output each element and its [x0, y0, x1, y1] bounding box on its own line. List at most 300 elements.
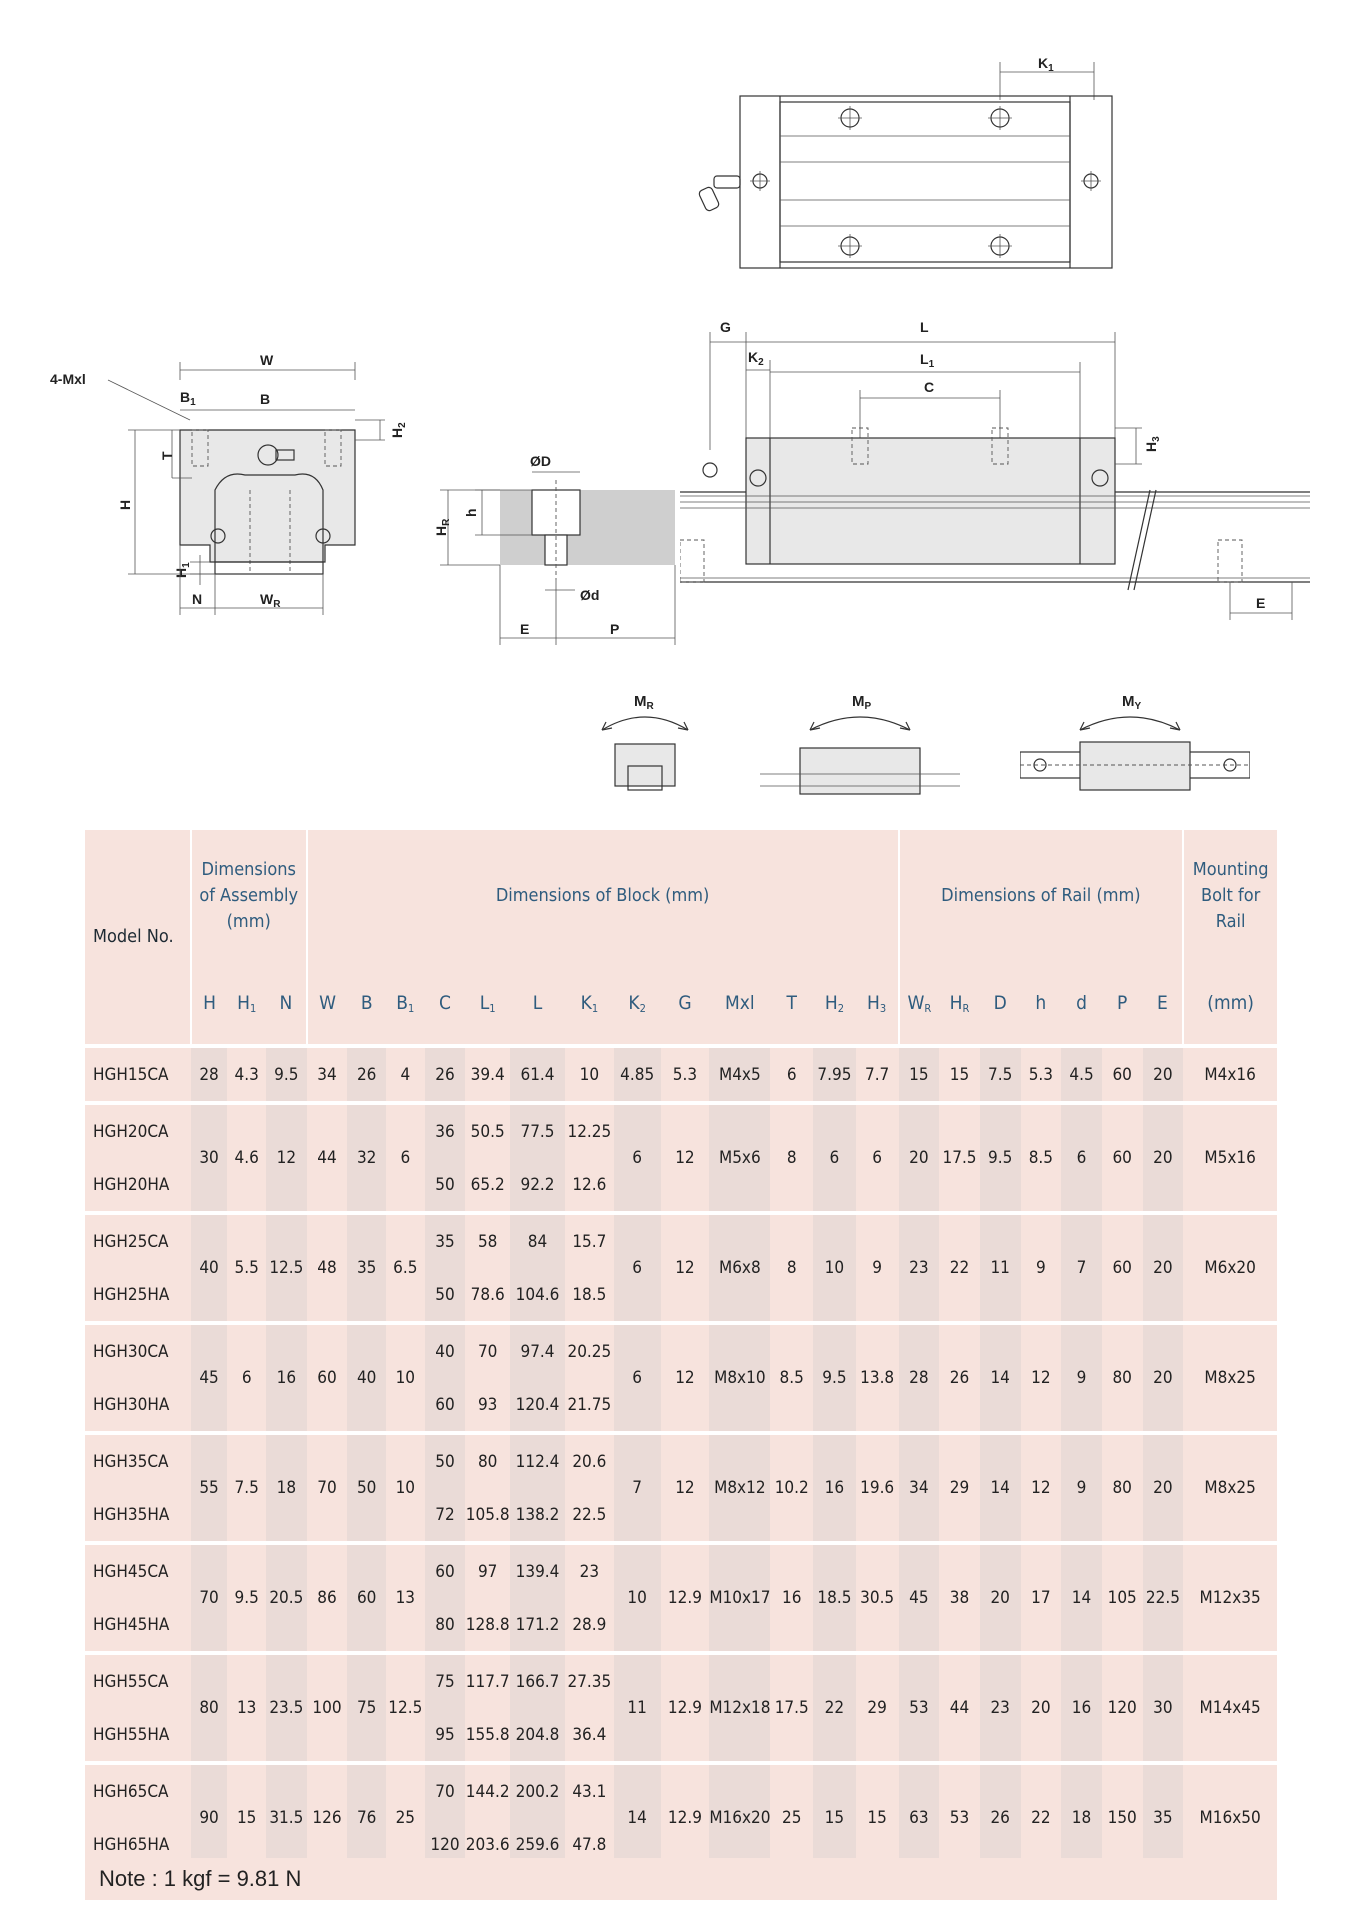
table-cell: 166.7 [510, 1655, 565, 1708]
table-cell: 155.8 [465, 1724, 510, 1745]
table-cell: 50 [347, 1435, 386, 1541]
table-cell: 10 [813, 1215, 856, 1321]
table-cell: 61.4 [510, 1048, 565, 1101]
table-cell: 105 [1107, 1588, 1137, 1608]
table-cell: 14 [980, 1325, 1021, 1431]
table-cell: 70 [191, 1545, 228, 1651]
spec-table-body [85, 1044, 1277, 1871]
table-cell: 120 [1107, 1698, 1137, 1718]
table-cell: 139.4 [510, 1545, 565, 1598]
table-cell: 53 [949, 1808, 970, 1828]
table-cell: 20 [1031, 1698, 1051, 1718]
table-cell: 48 [317, 1258, 337, 1278]
table-cell: 27.35 [567, 1671, 612, 1692]
table-row [85, 1435, 1277, 1488]
table-cell: 117.7 [465, 1671, 510, 1692]
svg-text:MP: $M_P$ [852, 693, 872, 712]
table-cell: 12 [1031, 1478, 1051, 1498]
table-cell: 18 [266, 1435, 307, 1541]
table-cell: 12 [675, 1368, 695, 1388]
table-cell: 80 [191, 1655, 228, 1761]
table-cell: 26 [347, 1048, 386, 1101]
top-view-drawing [690, 50, 1130, 280]
column-header: Mxl [725, 992, 755, 1014]
table-cell: 15 [236, 1808, 257, 1828]
table-cell: 35 [347, 1215, 386, 1321]
table-cell: 9.5 [234, 1588, 259, 1608]
table-cell: 70 [477, 1341, 498, 1362]
table-cell: 5.3 [1028, 1064, 1054, 1085]
table-cell: 9.5 [980, 1105, 1021, 1211]
table-cell: 6 [1061, 1105, 1102, 1211]
table-cell: 23.5 [266, 1655, 307, 1761]
table-cell: 30.5 [860, 1588, 895, 1608]
model-cell: HGH55HA [93, 1724, 170, 1745]
table-cell: 259.6 [510, 1818, 565, 1871]
table-cell: M12x35 [1199, 1588, 1261, 1608]
table-cell: 78.6 [470, 1284, 505, 1305]
model-cell: HGH25CA [93, 1231, 169, 1252]
table-cell: 14 [614, 1765, 661, 1871]
table-cell: 204.8 [510, 1708, 565, 1761]
table-cell: 76 [347, 1765, 386, 1871]
hh-label: h [463, 508, 479, 517]
table-cell: 28 [191, 1048, 228, 1101]
table-cell: 6 [400, 1148, 411, 1168]
column-header: G [678, 992, 692, 1014]
table-cell: 55 [191, 1435, 228, 1541]
table-cell: 75 [425, 1655, 466, 1708]
table-cell: 10.2 [774, 1478, 809, 1498]
table-cell: 22 [813, 1655, 856, 1761]
column-header: $H_1$ [237, 991, 257, 1015]
table-cell: 50 [425, 1268, 466, 1321]
h-label: H [117, 499, 133, 510]
w-label: W [260, 352, 274, 368]
table-cell: 60 [425, 1378, 466, 1431]
table-cell: 60 [347, 1545, 386, 1651]
table-cell: 105.8 [465, 1504, 510, 1525]
table-cell: 12 [675, 1148, 695, 1168]
k2-label: $K_2$ [748, 349, 764, 368]
side-view-drawing [680, 310, 1310, 630]
table-cell: 86 [317, 1588, 337, 1608]
table-cell: 38 [949, 1588, 970, 1608]
model-cell: HGH35HA [93, 1504, 170, 1525]
table-cell: 20 [1143, 1215, 1184, 1321]
table-cell: 28 [899, 1325, 940, 1431]
table-cell: 13 [236, 1698, 257, 1718]
model-cell: HGH35CA [93, 1451, 169, 1472]
table-row [85, 1655, 1277, 1708]
table-cell: 7.5 [980, 1048, 1021, 1101]
table-cell: 8.5 [779, 1368, 804, 1388]
table-cell: 12 [675, 1258, 695, 1278]
table-cell: 97.4 [510, 1325, 565, 1378]
model-cell: HGH25HA [93, 1284, 170, 1305]
p-label: P [610, 621, 620, 637]
table-cell: 6 [813, 1105, 856, 1211]
moment-mr-icon [590, 686, 700, 806]
table-cell: 26 [425, 1048, 466, 1101]
table-cell: 29 [867, 1698, 887, 1718]
table-cell: 23 [899, 1215, 940, 1321]
table-cell: 171.2 [510, 1598, 565, 1651]
column-header: $H_3$ [856, 962, 899, 1044]
rail-group-header: Dimensions of Rail (mm) [899, 830, 1184, 962]
table-cell: 21.75 [567, 1394, 612, 1415]
table-cell: M5x16 [1204, 1148, 1256, 1168]
table-cell: 14 [1061, 1545, 1102, 1651]
table-cell: 36.4 [572, 1724, 607, 1745]
h2-label: $H_2$ [389, 422, 408, 438]
table-cell: 36 [425, 1105, 466, 1158]
table-cell: 18 [1061, 1765, 1102, 1871]
table-cell: 35 [425, 1215, 466, 1268]
table-cell: 9 [1061, 1325, 1102, 1431]
table-cell: 90 [191, 1765, 228, 1871]
model-cell: HGH20CA [93, 1121, 169, 1142]
table-cell: 15 [899, 1048, 940, 1101]
wr-label: $W_R$ [260, 591, 281, 610]
table-cell: M8x12 [709, 1435, 770, 1541]
table-cell: 70 [317, 1478, 337, 1498]
table-cell: M14x45 [1199, 1698, 1261, 1718]
table-cell: 4 [400, 1064, 411, 1085]
table-cell: 70 [425, 1765, 466, 1818]
table-cell: 32 [347, 1105, 386, 1211]
table-row [85, 1048, 1277, 1101]
table-cell: M5x6 [709, 1105, 770, 1211]
table-cell: M8x25 [1204, 1478, 1256, 1498]
table-cell: 34 [899, 1435, 940, 1541]
model-cell: HGH30CA [93, 1341, 169, 1362]
table-cell: 20 [1143, 1435, 1184, 1541]
table-cell: 6 [614, 1215, 661, 1321]
table-cell: 12.9 [667, 1698, 702, 1718]
table-cell: 10 [395, 1478, 416, 1498]
table-cell: 72 [425, 1488, 466, 1541]
table-cell: M4x5 [709, 1048, 770, 1101]
h1-label: $H_1$ [173, 562, 192, 578]
table-cell: M16x20 [709, 1765, 770, 1871]
table-cell: 22 [1031, 1808, 1051, 1828]
table-cell: 65.2 [470, 1174, 505, 1195]
column-header: P [1117, 992, 1128, 1014]
table-cell: 7.95 [813, 1048, 856, 1101]
table-cell: 16 [813, 1435, 856, 1541]
table-cell: 30 [1143, 1655, 1184, 1761]
table-cell: 6.5 [393, 1258, 418, 1278]
table-cell: 50.5 [470, 1121, 505, 1142]
table-cell: 23 [579, 1561, 600, 1582]
table-cell: 9 [872, 1258, 882, 1278]
e2-label: E [1256, 595, 1266, 611]
table-cell: 60 [317, 1368, 337, 1388]
table-cell: 84 [510, 1215, 565, 1268]
table-cell: 50 [425, 1158, 466, 1211]
table-cell: 80 [1112, 1368, 1132, 1388]
table-cell: 6 [786, 1064, 797, 1085]
rail-section-drawing [420, 450, 680, 650]
table-cell: 19.6 [860, 1478, 895, 1498]
table-cell: 12.9 [667, 1808, 702, 1828]
model-cell: HGH65CA [93, 1781, 169, 1802]
c-label: C [924, 379, 935, 395]
column-header-row [85, 962, 1277, 1044]
column-header: (mm) [1207, 992, 1254, 1014]
note-text: Note : 1 kgf = 9.81 N [85, 1858, 1277, 1900]
table-cell: 8 [786, 1258, 797, 1278]
table-cell: 28.9 [572, 1614, 607, 1635]
t-label: T [159, 451, 175, 460]
table-cell: 120.4 [510, 1378, 565, 1431]
table-cell: 58 [477, 1231, 498, 1252]
spec-table-container [85, 830, 1277, 1871]
table-cell: 95 [425, 1708, 466, 1761]
b1-label: $B_1$ [180, 389, 196, 408]
table-cell: 45 [899, 1545, 940, 1651]
table-cell: 8.5 [1028, 1148, 1054, 1168]
table-cell: 150 [1107, 1808, 1137, 1828]
column-header: L [532, 992, 543, 1014]
moment-my-icon [1020, 686, 1250, 806]
table-cell: 203.6 [465, 1834, 510, 1855]
table-cell: 9 [1035, 1258, 1046, 1278]
svg-text:MY: $M_Y$ [1122, 693, 1142, 712]
assembly-group-header: Dimensions of Assembly (mm) [191, 830, 307, 962]
column-header: H [203, 992, 216, 1014]
model-cell: HGH45CA [93, 1561, 169, 1582]
l-label: L [920, 319, 929, 335]
model-cell: HGH15CA [93, 1064, 169, 1085]
table-cell: 4.5 [1061, 1048, 1102, 1101]
column-header: D [993, 992, 1007, 1014]
model-cell: HGH30HA [93, 1394, 170, 1415]
table-cell: 200.2 [510, 1765, 565, 1818]
l1-label: $L_1$ [920, 351, 935, 370]
table-cell: 12.6 [572, 1174, 607, 1195]
column-header: B [360, 992, 373, 1014]
column-header: T [786, 992, 797, 1014]
table-cell: 80 [425, 1598, 466, 1651]
table-cell: 20.5 [266, 1545, 307, 1651]
table-cell: 35 [1143, 1765, 1184, 1871]
table-cell: 92.2 [510, 1158, 565, 1211]
table-cell: 12.25 [567, 1121, 612, 1142]
column-header: d [1076, 992, 1087, 1014]
table-cell: M6x8 [709, 1215, 770, 1321]
table-cell: 63 [899, 1765, 940, 1871]
table-cell: 44 [317, 1148, 337, 1168]
table-cell: 75 [347, 1655, 386, 1761]
column-header: $H_2$ [824, 991, 844, 1015]
column-header: $B_1$ [396, 991, 415, 1015]
table-cell: 5.3 [672, 1064, 698, 1085]
table-cell: 4.6 [234, 1148, 259, 1168]
table-cell: 20 [899, 1105, 940, 1211]
table-cell: 20.25 [567, 1341, 612, 1362]
table-cell: 77.5 [510, 1105, 565, 1158]
table-cell: 53 [899, 1655, 940, 1761]
table-cell: 10 [579, 1064, 600, 1085]
table-cell: 93 [477, 1394, 498, 1415]
table-cell: 60 [1112, 1148, 1132, 1168]
table-cell: 29 [949, 1478, 970, 1498]
model-cell: HGH65HA [93, 1834, 170, 1855]
table-cell: 12 [675, 1478, 695, 1498]
table-cell: 22.5 [572, 1504, 607, 1525]
table-cell: 15 [949, 1064, 970, 1085]
table-cell: 20 [1143, 1048, 1184, 1101]
table-cell: M6x20 [1204, 1258, 1256, 1278]
table-cell: 15.7 [572, 1231, 607, 1252]
table-cell: 23 [980, 1655, 1021, 1761]
table-cell: 7.5 [234, 1478, 259, 1498]
table-cell: 15 [867, 1808, 887, 1828]
table-row [85, 1215, 1277, 1268]
table-cell: 17.5 [942, 1148, 977, 1168]
table-cell: 20.6 [572, 1451, 607, 1472]
table-cell: 6 [614, 1105, 661, 1211]
table-cell: M4x16 [1204, 1064, 1256, 1085]
table-cell: 8 [786, 1148, 797, 1168]
table-cell: 20 [980, 1545, 1021, 1651]
table-cell: 5.5 [234, 1258, 259, 1278]
table-cell: 12.9 [667, 1588, 702, 1608]
table-cell: 12.5 [266, 1215, 307, 1321]
table-cell: 11 [614, 1655, 661, 1761]
table-cell: 144.2 [465, 1781, 510, 1802]
hr-label: $H_R$ [433, 518, 452, 536]
table-cell: 43.1 [572, 1781, 607, 1802]
table-cell: 97 [477, 1561, 498, 1582]
table-row [85, 1545, 1277, 1598]
table-cell: 11 [980, 1215, 1021, 1321]
table-cell: 26 [949, 1368, 970, 1388]
table-cell: 12 [1031, 1368, 1051, 1388]
e-label: E [520, 621, 530, 637]
table-cell: 12 [266, 1105, 307, 1211]
table-cell: 9 [1061, 1435, 1102, 1541]
table-cell: 6 [241, 1368, 252, 1388]
table-cell: 6 [872, 1148, 882, 1168]
column-header: h [1035, 992, 1047, 1014]
column-header: $H_R$ [949, 991, 970, 1015]
bolt-group-header: Mounting Bolt for Rail [1192, 859, 1269, 932]
table-cell: 39.4 [470, 1064, 505, 1085]
table-cell: 20 [1143, 1325, 1184, 1431]
table-cell: 10 [614, 1545, 661, 1651]
table-cell: 4.3 [234, 1064, 259, 1085]
column-header: N [266, 962, 307, 1044]
table-cell: 18.5 [813, 1545, 856, 1651]
k1-label: $K_1$ [1038, 55, 1054, 74]
table-cell: 44 [949, 1698, 970, 1718]
table-cell: M10x17 [709, 1545, 770, 1651]
table-cell: 25 [781, 1808, 802, 1828]
table-row [85, 1765, 1277, 1818]
table-cell: 40 [191, 1215, 228, 1321]
block-group-header: Dimensions of Block (mm) [307, 830, 899, 962]
table-cell: 60 [425, 1545, 466, 1598]
model-cell: HGH45HA [93, 1614, 170, 1635]
table-cell: 34 [317, 1064, 337, 1085]
table-cell: 40 [347, 1325, 386, 1431]
table-cell: 100 [312, 1698, 342, 1718]
table-cell: 45 [191, 1325, 228, 1431]
table-row [85, 1325, 1277, 1378]
table-cell: 16 [781, 1588, 802, 1608]
model-header: Model No. [85, 830, 191, 1044]
table-cell: 7 [614, 1435, 661, 1541]
svg-text:MR: $M_R$ [634, 693, 654, 712]
table-cell: 60 [1112, 1064, 1132, 1085]
table-cell: M8x10 [709, 1325, 770, 1431]
column-header: $W_R$ [907, 991, 932, 1015]
table-cell: 7.7 [864, 1064, 890, 1085]
table-cell: 17 [1031, 1588, 1051, 1608]
model-cell: HGH55CA [93, 1671, 169, 1692]
table-cell: 6 [614, 1325, 661, 1431]
table-cell: 22.5 [1143, 1545, 1184, 1651]
spec-table [85, 830, 1277, 1871]
table-cell: 126 [312, 1808, 342, 1828]
table-cell: 60 [1112, 1258, 1132, 1278]
table-cell: 80 [477, 1451, 498, 1472]
table-cell: 15 [813, 1765, 856, 1871]
table-cell: 9.5 [813, 1325, 856, 1431]
column-header: E [1143, 962, 1184, 1044]
table-cell: 14 [980, 1435, 1021, 1541]
table-cell: 17.5 [774, 1698, 809, 1718]
table-cell: 13 [395, 1588, 416, 1608]
table-cell: 138.2 [510, 1488, 565, 1541]
h3-label: $H_3$ [1143, 436, 1162, 452]
b-label: B [260, 391, 271, 407]
table-cell: 4.85 [614, 1048, 661, 1101]
table-row [85, 1105, 1277, 1158]
table-cell: 104.6 [510, 1268, 565, 1321]
g-label: G [720, 319, 731, 335]
table-cell: 47.8 [572, 1834, 607, 1855]
d-label: Ød [580, 587, 600, 603]
table-cell: 25 [395, 1808, 416, 1828]
table-cell: 12.5 [388, 1698, 423, 1718]
table-cell: 50 [425, 1435, 466, 1488]
table-cell: 20 [1143, 1105, 1184, 1211]
table-cell: 31.5 [266, 1765, 307, 1871]
table-cell: 13.8 [860, 1368, 895, 1388]
table-cell: M12x18 [709, 1655, 770, 1761]
table-cell: 120 [425, 1818, 466, 1871]
grease-nipple-icon [698, 176, 740, 212]
od-label: ØD [530, 453, 551, 469]
table-cell: 10 [395, 1368, 416, 1388]
table-cell: 7 [1061, 1215, 1102, 1321]
table-cell: 40 [425, 1325, 466, 1378]
table-cell: 30 [191, 1105, 228, 1211]
table-cell: M8x25 [1204, 1368, 1256, 1388]
n-label: N [192, 591, 203, 607]
column-header: W [319, 992, 336, 1014]
column-header: $K_2$ [628, 991, 646, 1015]
table-cell: 22 [949, 1258, 970, 1278]
table-cell: 16 [1061, 1655, 1102, 1761]
column-header: $K_1$ [580, 991, 599, 1015]
table-cell: M16x50 [1199, 1808, 1261, 1828]
table-cell: 112.4 [510, 1435, 565, 1488]
